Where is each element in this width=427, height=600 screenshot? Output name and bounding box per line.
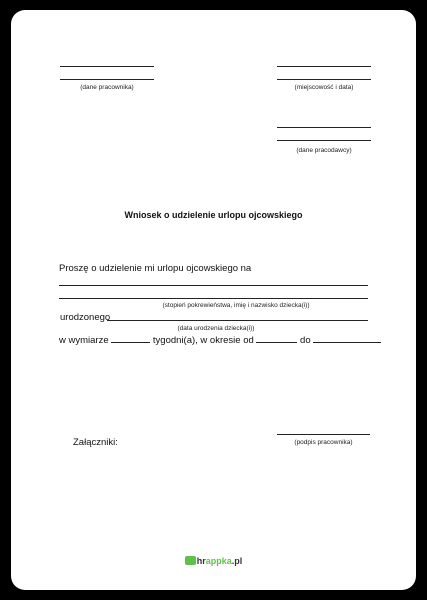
born-label: urodzonego [60, 312, 111, 323]
employer-line-1 [277, 127, 371, 128]
place-date-line-2 [277, 79, 371, 80]
employer-line-2 [277, 140, 371, 141]
child-line-1 [59, 285, 368, 286]
date-to-field[interactable] [313, 334, 381, 343]
place-date-caption: (miejscowość i data) [294, 84, 354, 91]
amount-label: w wymiarze [59, 335, 109, 346]
weeks-label: tygodni(a), w okresie od [152, 335, 254, 346]
request-text: Proszę o udzielenie mi urlopu ojcowskiego na [59, 263, 252, 274]
date-from-field[interactable] [256, 334, 297, 343]
attachments-label: Załączniki: [73, 437, 118, 448]
hrappka-logo: hrappka.pl [11, 556, 416, 566]
place-date-line-1 [277, 66, 371, 67]
birthdate-line [107, 320, 368, 321]
document-page [11, 10, 416, 590]
employee-line-1 [60, 66, 154, 67]
signature-caption: (podpis pracownika) [294, 439, 353, 446]
duration-row [59, 334, 381, 346]
document-title: Wniosek o udzielenie urlopu ojcowskiego [124, 210, 303, 220]
to-label: do [300, 335, 311, 346]
employee-line-2 [60, 79, 154, 80]
logo-mark-icon [185, 556, 196, 565]
birthdate-caption: (data urodzenia dziecka(i)) [177, 325, 255, 332]
child-caption: (stopień pokrewieństwa, imię i nazwisko dziecka(i)) [162, 302, 310, 309]
signature-line [277, 434, 370, 435]
child-line-2 [59, 298, 368, 299]
employer-caption: (dane pracodawcy) [296, 147, 352, 154]
employee-caption: (dane pracownika) [80, 84, 134, 91]
weeks-count-field[interactable] [111, 334, 150, 343]
